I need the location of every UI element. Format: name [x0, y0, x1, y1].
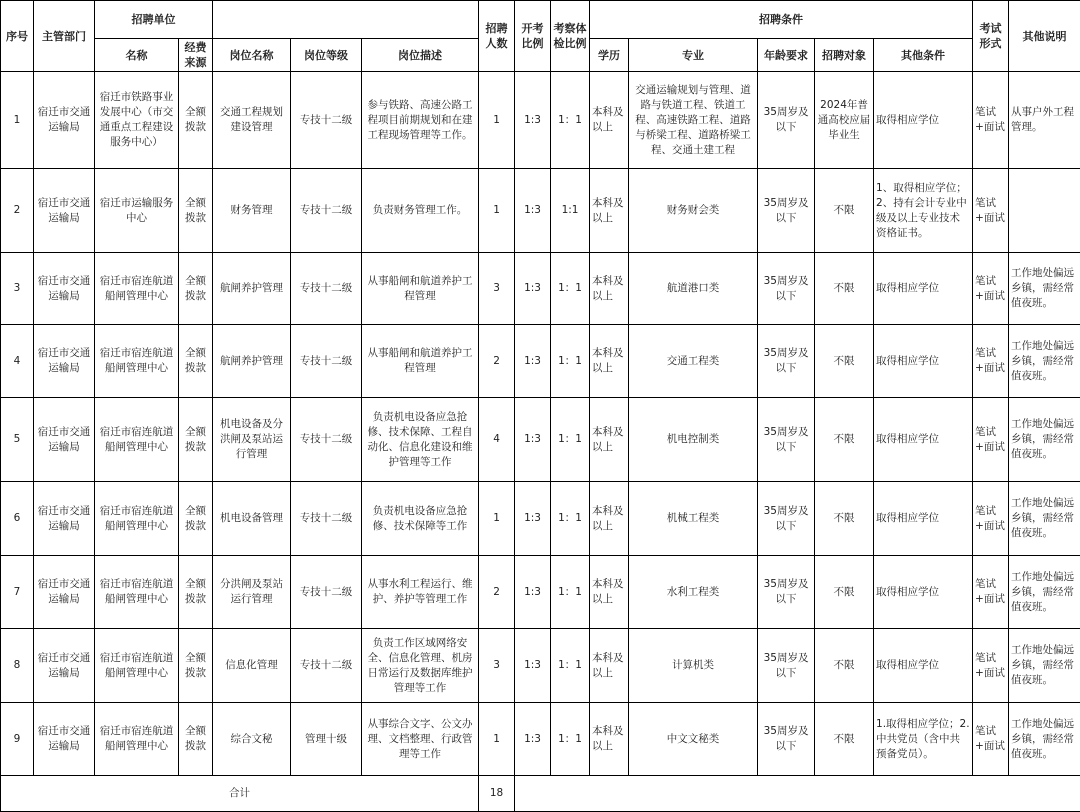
cell-dept: 宿迁市交通运输局: [34, 629, 95, 703]
cell-major: 航道港口类: [629, 253, 758, 325]
cell-post: 机电设备管理: [213, 482, 291, 556]
header-post-group-blank: [213, 1, 479, 39]
cell-other-cond: 取得相应学位: [874, 482, 973, 556]
cell-count: 3: [479, 253, 515, 325]
header-post-desc: 岗位描述: [362, 39, 479, 72]
header-age: 年龄要求: [758, 39, 815, 72]
cell-target: 不限: [815, 253, 874, 325]
cell-note: 工作地处偏远乡镇，需经常值夜班。: [1009, 556, 1080, 629]
table-row: [1, 482, 1080, 556]
cell-desc: 从事船闸和航道养护工程管理: [362, 325, 479, 398]
header-condition-group: 招聘条件: [590, 1, 973, 39]
cell-unit: 宿迁市宿连航道船闸管理中心: [95, 398, 179, 482]
total-blank: [515, 776, 1080, 812]
cell-target: 不限: [815, 556, 874, 629]
cell-dept: 宿迁市交通运输局: [34, 482, 95, 556]
total-row: [1, 776, 1080, 812]
cell-note: 工作地处偏远乡镇，需经常值夜班。: [1009, 253, 1080, 325]
cell-count: 1: [479, 703, 515, 776]
cell-note: 从事户外工程管理。: [1009, 72, 1080, 169]
cell-education: 本科及以上: [590, 482, 629, 556]
cell-dept: 宿迁市交通运输局: [34, 169, 95, 253]
cell-age: 35周岁及以下: [758, 482, 815, 556]
cell-other-cond: 取得相应学位: [874, 325, 973, 398]
cell-check-ratio: 1：1: [551, 556, 590, 629]
cell-post: 交通工程规划建设管理: [213, 72, 291, 169]
cell-exam-form: 笔试+面试: [973, 629, 1009, 703]
cell-funding: 全额拨款: [179, 325, 213, 398]
cell-age: 35周岁及以下: [758, 253, 815, 325]
cell-level: 专技十二级: [291, 253, 362, 325]
header-unit-group: 招聘单位: [95, 1, 213, 39]
cell-count: 4: [479, 398, 515, 482]
cell-major: 中文文秘类: [629, 703, 758, 776]
cell-post: 财务管理: [213, 169, 291, 253]
cell-level: 专技十二级: [291, 556, 362, 629]
cell-other-cond: 取得相应学位: [874, 398, 973, 482]
cell-funding: 全额拨款: [179, 629, 213, 703]
cell-desc: 参与铁路、高速公路工程项目前期规划和在建工程现场管理等工作。: [362, 72, 479, 169]
cell-target: 不限: [815, 629, 874, 703]
cell-other-cond: 取得相应学位: [874, 253, 973, 325]
cell-seq: 5: [1, 398, 34, 482]
cell-education: 本科及以上: [590, 169, 629, 253]
cell-age: 35周岁及以下: [758, 556, 815, 629]
cell-check-ratio: 1：1: [551, 253, 590, 325]
cell-post: 信息化管理: [213, 629, 291, 703]
cell-seq: 1: [1, 72, 34, 169]
cell-exam-form: 笔试+面试: [973, 325, 1009, 398]
cell-unit: 宿迁市宿连航道船闸管理中心: [95, 253, 179, 325]
cell-count: 3: [479, 629, 515, 703]
cell-exam-form: 笔试+面试: [973, 398, 1009, 482]
cell-target: 不限: [815, 325, 874, 398]
cell-major: 交通工程类: [629, 325, 758, 398]
cell-other-cond: 取得相应学位: [874, 72, 973, 169]
cell-target: 2024年普通高校应届毕业生: [815, 72, 874, 169]
cell-exam-form: 笔试+面试: [973, 482, 1009, 556]
cell-exam-form: 笔试+面试: [973, 72, 1009, 169]
cell-age: 35周岁及以下: [758, 325, 815, 398]
table-row: [1, 325, 1080, 398]
header-seq: 序号: [1, 1, 34, 72]
cell-unit: 宿迁市宿连航道船闸管理中心: [95, 482, 179, 556]
cell-exam-ratio: 1:3: [515, 325, 551, 398]
cell-education: 本科及以上: [590, 398, 629, 482]
cell-target: 不限: [815, 482, 874, 556]
cell-seq: 3: [1, 253, 34, 325]
cell-other-cond: 1.取得相应学位；2.中共党员（含中共预备党员）。: [874, 703, 973, 776]
cell-age: 35周岁及以下: [758, 169, 815, 253]
cell-education: 本科及以上: [590, 253, 629, 325]
header-other-cond: 其他条件: [874, 39, 973, 72]
cell-level: 管理十级: [291, 703, 362, 776]
cell-seq: 9: [1, 703, 34, 776]
cell-funding: 全额拨款: [179, 556, 213, 629]
cell-major: 计算机类: [629, 629, 758, 703]
cell-funding: 全额拨款: [179, 72, 213, 169]
cell-note: 工作地处偏远乡镇，需经常值夜班。: [1009, 703, 1080, 776]
table-row: [1, 253, 1080, 325]
cell-unit: 宿迁市宿连航道船闸管理中心: [95, 629, 179, 703]
cell-other-cond: 取得相应学位: [874, 629, 973, 703]
header-count: 招聘人数: [479, 1, 515, 72]
cell-exam-ratio: 1:3: [515, 398, 551, 482]
cell-check-ratio: 1:1: [551, 169, 590, 253]
cell-target: 不限: [815, 703, 874, 776]
cell-note: [1009, 169, 1080, 253]
cell-desc: 负责机电设备应急抢修、技术保障、工程自动化、信息化建设和维护管理等工作: [362, 398, 479, 482]
cell-major: 财务财会类: [629, 169, 758, 253]
cell-age: 35周岁及以下: [758, 72, 815, 169]
cell-level: 专技十二级: [291, 398, 362, 482]
cell-check-ratio: 1：1: [551, 629, 590, 703]
header-post-name: 岗位名称: [213, 39, 291, 72]
header-target: 招聘对象: [815, 39, 874, 72]
cell-major: 交通运输规划与管理、道路与铁道工程、铁道工程、高速铁路工程、道路与桥梁工程、道路桥梁工程、交通土建工程: [629, 72, 758, 169]
cell-seq: 4: [1, 325, 34, 398]
cell-exam-ratio: 1:3: [515, 482, 551, 556]
total-label: 合计: [1, 776, 479, 812]
cell-major: 机电控制类: [629, 398, 758, 482]
cell-check-ratio: 1：1: [551, 72, 590, 169]
header-exam-ratio: 开考比例: [515, 1, 551, 72]
cell-check-ratio: 1：1: [551, 398, 590, 482]
cell-check-ratio: 1：1: [551, 703, 590, 776]
header-funding: 经费来源: [179, 39, 213, 72]
cell-other-cond: 1、取得相应学位；2、持有会计专业中级及以上专业技术资格证书。: [874, 169, 973, 253]
cell-exam-ratio: 1:3: [515, 629, 551, 703]
cell-seq: 8: [1, 629, 34, 703]
cell-level: 专技十二级: [291, 482, 362, 556]
cell-check-ratio: 1：1: [551, 325, 590, 398]
cell-post: 航闸养护管理: [213, 325, 291, 398]
cell-target: 不限: [815, 169, 874, 253]
header-notes: 其他说明: [1009, 1, 1080, 72]
cell-exam-ratio: 1:3: [515, 253, 551, 325]
cell-funding: 全额拨款: [179, 169, 213, 253]
cell-exam-form: 笔试+面试: [973, 253, 1009, 325]
cell-level: 专技十二级: [291, 629, 362, 703]
cell-count: 1: [479, 169, 515, 253]
header-dept: 主管部门: [34, 1, 95, 72]
cell-exam-ratio: 1:3: [515, 703, 551, 776]
cell-education: 本科及以上: [590, 556, 629, 629]
cell-funding: 全额拨款: [179, 482, 213, 556]
total-count: 18: [479, 776, 515, 812]
cell-dept: 宿迁市交通运输局: [34, 556, 95, 629]
cell-unit: 宿迁市铁路事业发展中心（市交通重点工程建设服务中心）: [95, 72, 179, 169]
cell-dept: 宿迁市交通运输局: [34, 398, 95, 482]
cell-post: 机电设备及分洪闸及泵站运行管理: [213, 398, 291, 482]
cell-count: 1: [479, 72, 515, 169]
cell-dept: 宿迁市交通运输局: [34, 253, 95, 325]
cell-funding: 全额拨款: [179, 398, 213, 482]
cell-seq: 2: [1, 169, 34, 253]
cell-dept: 宿迁市交通运输局: [34, 325, 95, 398]
cell-desc: 负责机电设备应急抢修、技术保障等工作: [362, 482, 479, 556]
cell-education: 本科及以上: [590, 72, 629, 169]
cell-count: 2: [479, 325, 515, 398]
header-exam-form: 考试形式: [973, 1, 1009, 72]
cell-exam-form: 笔试+面试: [973, 703, 1009, 776]
cell-exam-form: 笔试+面试: [973, 169, 1009, 253]
cell-target: 不限: [815, 398, 874, 482]
cell-post: 航闸养护管理: [213, 253, 291, 325]
cell-major: 水利工程类: [629, 556, 758, 629]
cell-unit: 宿迁市宿连航道船闸管理中心: [95, 703, 179, 776]
table-row: [1, 169, 1080, 253]
cell-count: 2: [479, 556, 515, 629]
header-education: 学历: [590, 39, 629, 72]
cell-note: 工作地处偏远乡镇，需经常值夜班。: [1009, 629, 1080, 703]
header-major: 专业: [629, 39, 758, 72]
cell-seq: 6: [1, 482, 34, 556]
cell-level: 专技十二级: [291, 325, 362, 398]
cell-post: 分洪闸及泵站运行管理: [213, 556, 291, 629]
table-row: [1, 556, 1080, 629]
cell-dept: 宿迁市交通运输局: [34, 72, 95, 169]
cell-education: 本科及以上: [590, 629, 629, 703]
cell-check-ratio: 1：1: [551, 482, 590, 556]
cell-age: 35周岁及以下: [758, 398, 815, 482]
cell-exam-ratio: 1:3: [515, 169, 551, 253]
cell-seq: 7: [1, 556, 34, 629]
cell-major: 机械工程类: [629, 482, 758, 556]
header-check-ratio: 考察体检比例: [551, 1, 590, 72]
cell-note: 工作地处偏远乡镇，需经常值夜班。: [1009, 482, 1080, 556]
cell-exam-ratio: 1:3: [515, 556, 551, 629]
cell-unit: 宿迁市宿连航道船闸管理中心: [95, 556, 179, 629]
cell-other-cond: 取得相应学位: [874, 556, 973, 629]
cell-unit: 宿迁市运输服务中心: [95, 169, 179, 253]
cell-education: 本科及以上: [590, 325, 629, 398]
cell-exam-ratio: 1:3: [515, 72, 551, 169]
cell-age: 35周岁及以下: [758, 629, 815, 703]
table-row: [1, 703, 1080, 776]
cell-count: 1: [479, 482, 515, 556]
cell-funding: 全额拨款: [179, 703, 213, 776]
cell-post: 综合文秘: [213, 703, 291, 776]
cell-age: 35周岁及以下: [758, 703, 815, 776]
cell-desc: 负责工作区域网络安全、信息化管理、机房日常运行及数据库维护管理等工作: [362, 629, 479, 703]
cell-education: 本科及以上: [590, 703, 629, 776]
cell-note: 工作地处偏远乡镇，需经常值夜班。: [1009, 398, 1080, 482]
table-row: [1, 72, 1080, 169]
cell-exam-form: 笔试+面试: [973, 556, 1009, 629]
cell-level: 专技十二级: [291, 72, 362, 169]
cell-desc: 从事船闸和航道养护工程管理: [362, 253, 479, 325]
header-unit-name: 名称: [95, 39, 179, 72]
cell-desc: 从事水利工程运行、维护、养护等管理工作: [362, 556, 479, 629]
cell-unit: 宿迁市宿连航道船闸管理中心: [95, 325, 179, 398]
table-row: [1, 398, 1080, 482]
cell-note: 工作地处偏远乡镇，需经常值夜班。: [1009, 325, 1080, 398]
header-row-top: [1, 1, 1080, 39]
header-post-level: 岗位等级: [291, 39, 362, 72]
cell-funding: 全额拨款: [179, 253, 213, 325]
table-row: [1, 629, 1080, 703]
cell-desc: 负责财务管理工作。: [362, 169, 479, 253]
cell-dept: 宿迁市交通运输局: [34, 703, 95, 776]
cell-level: 专技十二级: [291, 169, 362, 253]
cell-desc: 从事综合文字、公文办理、文档整理、行政管理等工作: [362, 703, 479, 776]
